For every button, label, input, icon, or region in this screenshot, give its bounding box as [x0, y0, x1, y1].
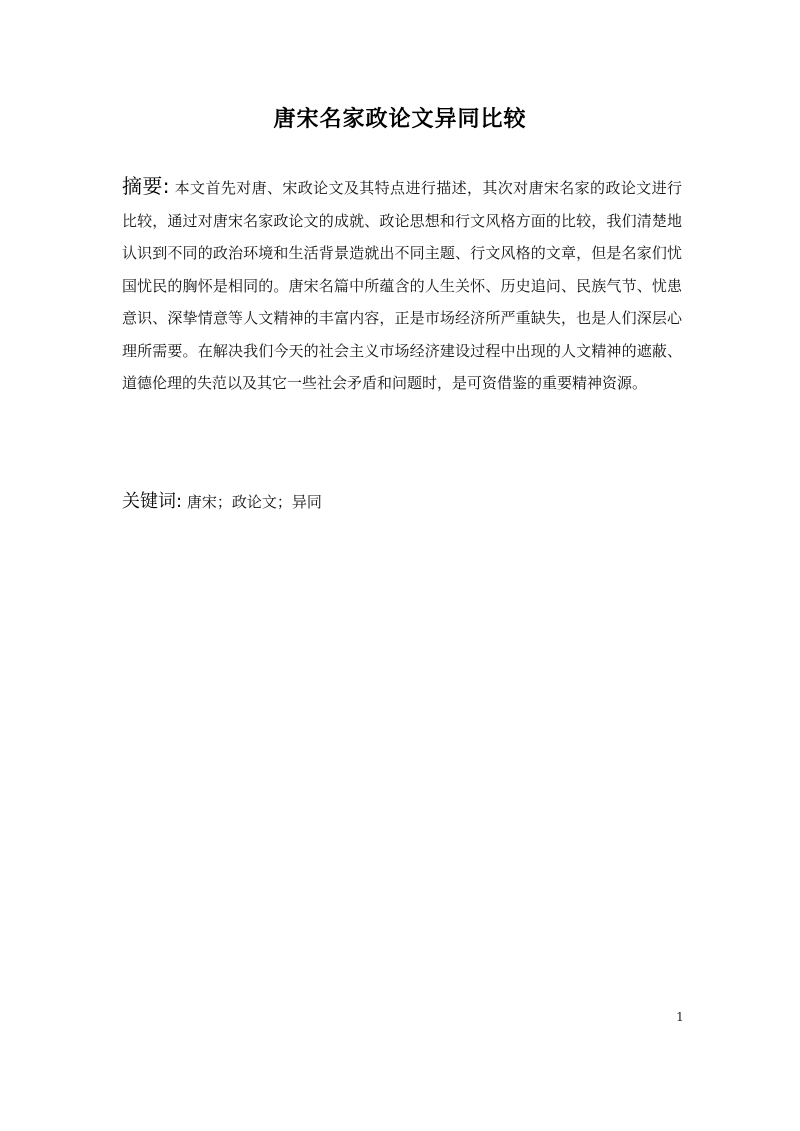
abstract-text: 本文首先对唐、宋政论文及其特点进行描述，其次对唐宋名家的政论文进行比较，通过对唐宋名家政论文的成就、政论思想和行文风格方面的比较，我们清楚地认识到不同的政治环境和生活背景造就出不同主题、行文风格的文章，但是名家们忧国忧民的胸怀是相同的。唐宋名篇中所蕴含的人生关怀、历史追问、民族气节、忧患意识、深挚情意等人文精神的丰富内容，正是市场经济所严重缺失，也是人们深层心理所需要。在解决我们今天的社会主义市场经济建设过程中出现的人文精神的遮蔽、道德伦理的失范以及其它一些社会矛盾和问题时，是可资借鉴的重要精神资源。 — [122, 179, 682, 392]
document-title: 唐宋名家政论文异同比较 — [273, 107, 527, 132]
abstract-section — [122, 170, 682, 400]
keywords-section — [122, 488, 682, 516]
keywords-text: 唐宋；政论文；异同 — [186, 493, 322, 511]
keywords-label: 关键词: — [122, 491, 183, 512]
page-number: 1 — [676, 1010, 684, 1024]
abstract-label: 摘要: — [122, 174, 170, 198]
